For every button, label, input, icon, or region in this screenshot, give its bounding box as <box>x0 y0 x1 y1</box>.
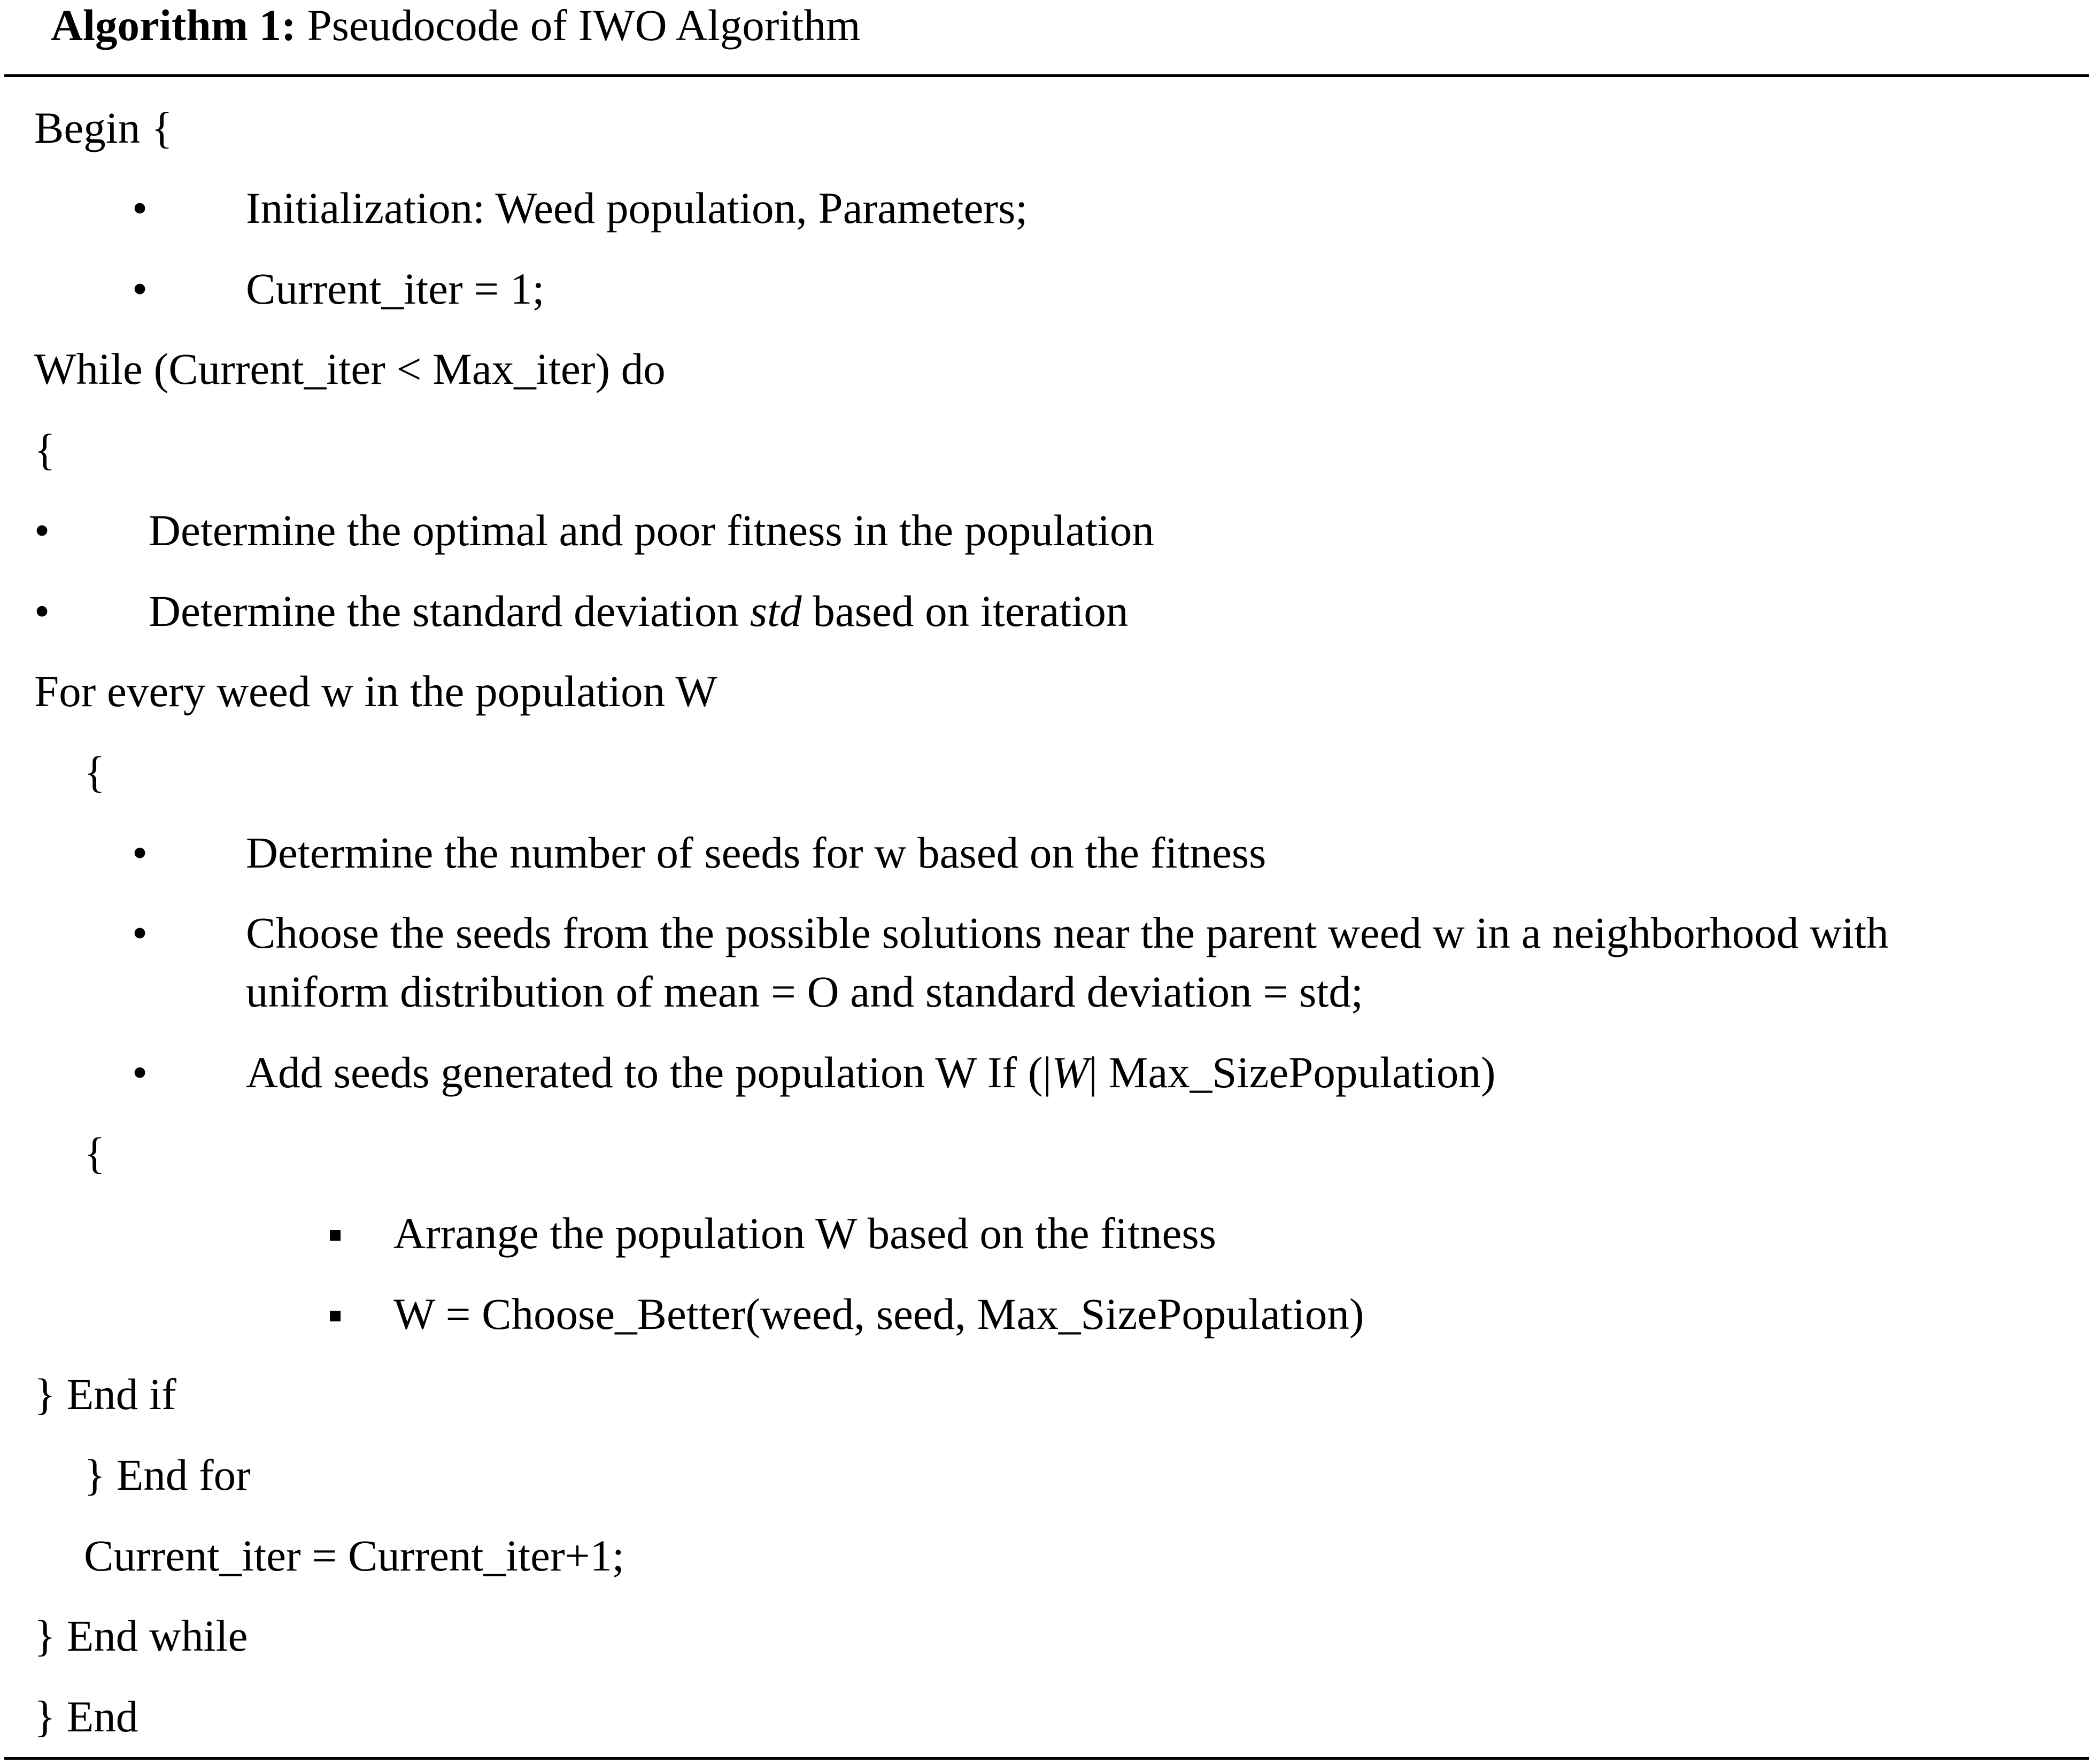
determine-std-suffix: based on iteration <box>801 586 1129 636</box>
end-if-line: } End if <box>34 1370 176 1419</box>
seed-count-line: Determine the number of seeds for w based on the fitness <box>246 828 1266 877</box>
square-bullet-icon <box>330 1311 341 1321</box>
arrange-population-line: Arrange the population W based on the fitness <box>393 1209 1216 1258</box>
choose-seeds-line-2: uniform distribution of mean = O and standard deviation = std; <box>246 967 1363 1016</box>
population-variable: W <box>1052 1048 1089 1097</box>
bottom-rule <box>4 1757 2089 1760</box>
bullet-icon: • <box>132 264 148 313</box>
top-rule <box>4 74 2089 77</box>
bullet-icon: • <box>132 908 148 957</box>
caption-label: Algorithm 1: <box>51 1 296 50</box>
square-bullet-icon <box>330 1230 341 1241</box>
end-for-line: } End for <box>84 1450 251 1499</box>
choose-better-line: W = Choose_Better(weed, seed, Max_SizePopulation) <box>393 1289 1364 1339</box>
bullet-icon: • <box>34 586 50 636</box>
caption-title: Pseudocode of IWO Algorithm <box>307 1 861 50</box>
end-while-line: } End while <box>34 1611 248 1660</box>
choose-seeds-line-1: Choose the seeds from the possible solutions near the parent weed w in a neighborhood with <box>246 908 1889 957</box>
while-header-line: While (Current_iter < Max_iter) do <box>34 344 666 393</box>
for-open-brace: { <box>84 747 105 796</box>
if-open-brace: { <box>84 1128 105 1178</box>
bullet-icon: • <box>132 1048 148 1097</box>
while-open-brace: { <box>34 425 56 474</box>
determine-std-prefix: Determine the standard deviation <box>149 586 750 636</box>
add-seeds-line <box>246 1047 1496 1098</box>
bullet-icon: • <box>132 183 148 233</box>
determine-fitness-line: Determine the optimal and poor fitness in the population <box>149 506 1154 555</box>
add-seeds-prefix: Add seeds generated to the population W If (| <box>246 1048 1052 1097</box>
std-variable: std <box>750 586 802 636</box>
determine-std-line <box>149 586 1128 637</box>
bullet-icon: • <box>34 506 50 555</box>
increment-iter-line: Current_iter = Current_iter+1; <box>84 1531 624 1580</box>
algorithm-caption <box>51 0 861 51</box>
init-population-line: Initialization: Weed population, Parameters; <box>246 183 1028 233</box>
for-header-line: For every weed w in the population W <box>34 667 717 716</box>
add-seeds-suffix: | Max_SizePopulation) <box>1088 1048 1496 1097</box>
bullet-icon: • <box>132 828 148 877</box>
end-line: } End <box>34 1692 138 1741</box>
begin-line: Begin { <box>34 103 173 152</box>
init-iter-line: Current_iter = 1; <box>246 264 545 313</box>
